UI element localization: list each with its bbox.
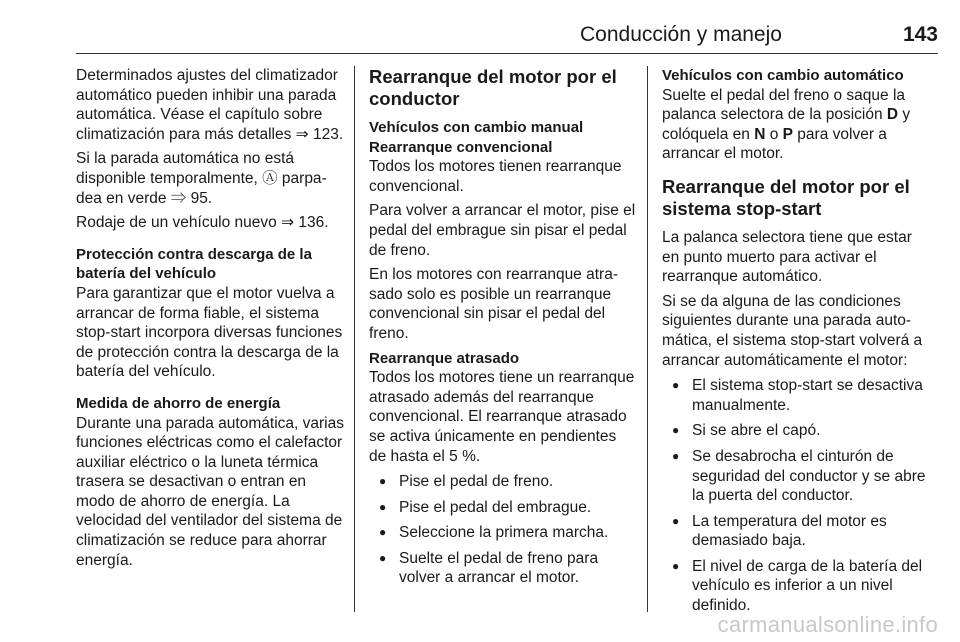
subheading-automatic: Vehículos con cambio automático [662, 67, 904, 84]
page-header [76, 0, 938, 52]
column-3 [662, 66, 932, 622]
column-divider-2 [647, 66, 648, 612]
subheading-manual: Vehículos con cambio manual [369, 119, 584, 136]
paragraph: La palanca selectora tiene que estar en punto muerto para activar el rearranque automático. [662, 228, 912, 286]
list-item: ● Suelte el pedal de freno para volver a arrancar el motor. [369, 549, 637, 588]
column-divider-1 [354, 66, 355, 612]
list-item: ● Seleccione la primera marcha. [369, 523, 637, 543]
column-1 [76, 66, 344, 575]
watermark: carmanualsonline.info [717, 612, 938, 637]
subheading-battery: Protección contra descarga de la batería del vehículo [76, 245, 312, 283]
list-item: ● La temperatura del motor es demasiado baja. [662, 512, 932, 551]
bullet-list [662, 376, 932, 616]
list-item: ● Si se abre el capó. [662, 421, 932, 441]
paragraph-automatic: Suelte el pedal del freno o saque la palanca selectora de la posición D y colóquela en N o P para volver a arrancar el motor. [662, 86, 911, 163]
paragraph: Todos los motores tiene un rearranque atrasado además del rearranque convencional. El rearranque atrasado se activa únicamente en pendientes de hasta el 5 %. [369, 369, 635, 465]
list-item: ● Pise el pedal del embrague. [369, 498, 637, 518]
list-item: ● Pise el pedal de freno. [369, 472, 637, 492]
paragraph: Para volver a arrancar el motor, pise el pedal del embrague sin pisar el pedal de freno. [369, 202, 636, 259]
paragraph: Todos los motores tienen rearranque convencional. [369, 158, 622, 195]
paragraph: Si la parada automática no está disponible temporalmente, Ⓐ parpadea en verde ⇒ 95. [76, 150, 327, 207]
paragraph: En los motores con rearranque atrasado solo es posible un rearranque convencional sin pisar el pedal del freno. [369, 266, 618, 342]
paragraph: Para garantizar que el motor vuelva a arrancar de forma fiable, el sistema stop-start incorpora diversas funciones de protección contra la descarga de la batería del vehículo. [76, 284, 343, 381]
header-rule [76, 53, 938, 54]
section-title: Conducción y manejo [580, 23, 782, 46]
paragraph: Rodaje de un vehículo nuevo ⇒ 136. [76, 214, 329, 232]
subheading-conventional: Rearranque convencional [369, 138, 553, 156]
bullet-list [369, 472, 637, 588]
list-item: ● El nivel de carga de la batería del vehículo es inferior a un nivel definido. [662, 557, 932, 616]
list-item: ● Se desabrocha el cinturón de seguridad del conductor y se abre la puerta del conductor. [662, 447, 932, 506]
column-2 [369, 66, 637, 594]
paragraph: Si se da alguna de las condiciones siguientes durante una parada automática, el sistema stop-start volverá a arrancar automáticamente el motor: [662, 292, 923, 369]
subheading-delayed: Rearranque atrasado [369, 349, 520, 367]
heading-driver-restart: Rearranque del motor por el conductor [369, 66, 617, 109]
subheading-energy: Medida de ahorro de energía [76, 394, 281, 412]
list-item: ● El sistema stop-start se desactiva manualmente. [662, 376, 932, 415]
heading-system-restart: Rearranque del motor por el sistema stop-start [662, 175, 910, 219]
paragraph: Determinados ajustes del climatizador automático pueden inhibir una parada automática. Véase el capítulo sobre climatización para más detalles ⇒ 123. [76, 67, 344, 143]
paragraph: Durante una parada automática, varias funciones eléctricas como el calefactor auxiliar eléctrico o la luneta térmica trasera se desactivan o entran en modo de ahorro de energía. La velocidad del ventilador del sistema de climatización se reduce para ahorrar energía. [76, 414, 344, 569]
page-number: 143 [902, 23, 938, 46]
